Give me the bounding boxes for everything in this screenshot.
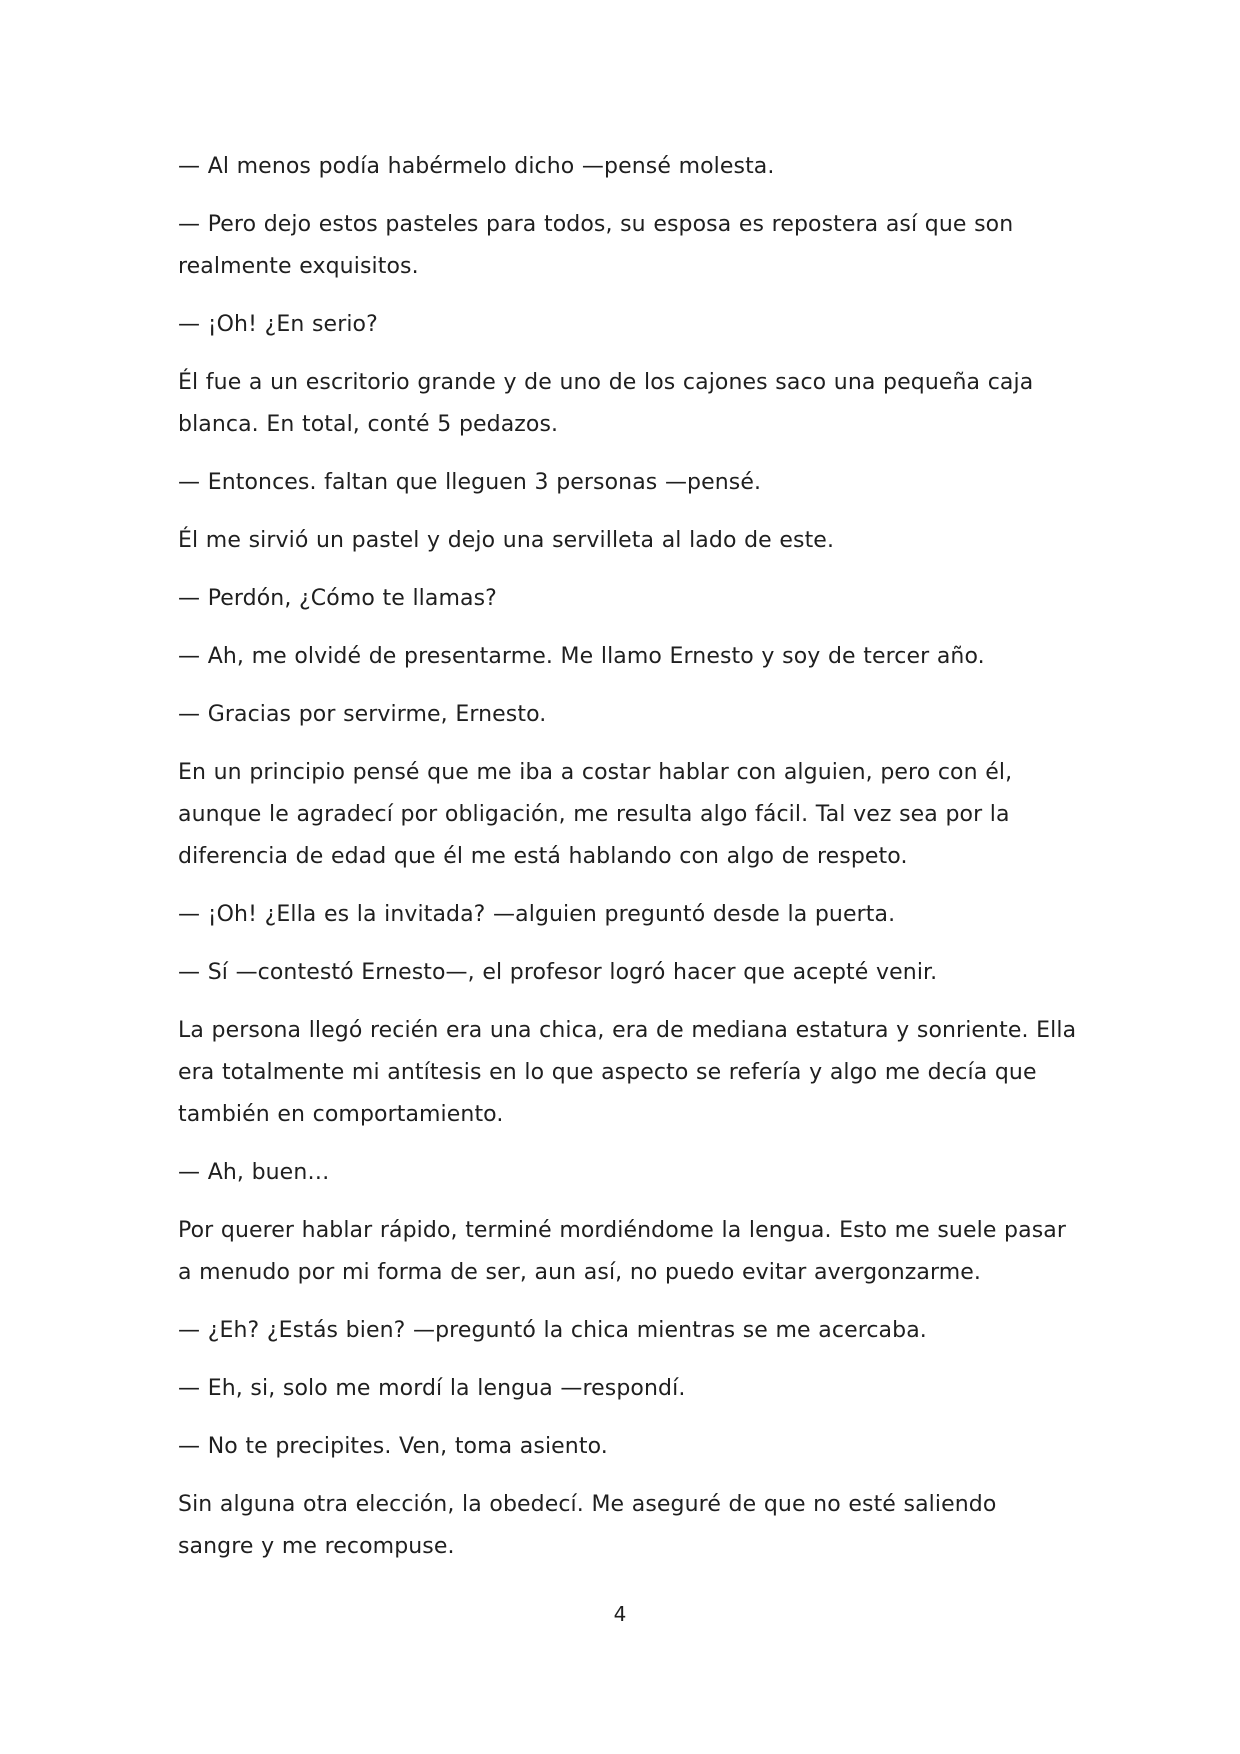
paragraph: En un principio pensé que me iba a costar hablar con alguien, pero con él, aunque le agradecí por obligación, me resulta algo fácil. Tal vez sea por la diferencia de edad que él me está hablando con algo de respeto. bbox=[178, 760, 1013, 869]
paragraph: — ¡Oh! ¿Ella es la invitada? —alguien preguntó desde la puerta. bbox=[178, 902, 896, 927]
paragraph: — ¿Eh? ¿Estás bien? —preguntó la chica mientras se me acercaba. bbox=[178, 1318, 927, 1343]
paragraph: Sin alguna otra elección, la obedecí. Me aseguré de que no esté saliendo sangre y me recompuse. bbox=[178, 1492, 997, 1559]
paragraph: — Perdón, ¿Cómo te llamas? bbox=[178, 586, 497, 611]
paragraph: — Entonces. faltan que lleguen 3 personas —pensé. bbox=[178, 470, 762, 495]
paragraph: La persona llegó recién era una chica, era de mediana estatura y sonriente. Ella era totalmente mi antítesis en lo que aspecto se refería y algo me decía que también en comportamiento. bbox=[178, 1018, 1077, 1127]
paragraph: Por querer hablar rápido, terminé mordiéndome la lengua. Esto me suele pasar a menudo por mi forma de ser, aun así, no puedo evitar avergonzarme. bbox=[178, 1218, 1066, 1285]
paragraph: — No te precipites. Ven, toma asiento. bbox=[178, 1434, 608, 1459]
paragraph: — Gracias por servirme, Ernesto. bbox=[178, 702, 547, 727]
paragraph: — ¡Oh! ¿En serio? bbox=[178, 312, 378, 337]
page-number: 4 bbox=[613, 1602, 627, 1626]
paragraph: Él me sirvió un pastel y dejo una servilleta al lado de este. bbox=[178, 528, 835, 553]
body-text bbox=[178, 146, 1078, 1584]
paragraph: — Sí —contestó Ernesto—, el profesor logró hacer que acepté venir. bbox=[178, 960, 938, 985]
paragraph: — Pero dejo estos pasteles para todos, su esposa es repostera así que son realmente exquisitos. bbox=[178, 212, 1014, 279]
paragraph: — Al menos podía habérmelo dicho —pensé molesta. bbox=[178, 154, 775, 179]
paragraph: — Ah, buen… bbox=[178, 1160, 330, 1185]
paragraph: — Eh, si, solo me mordí la lengua —respondí. bbox=[178, 1376, 686, 1401]
paragraph: — Ah, me olvidé de presentarme. Me llamo Ernesto y soy de tercer año. bbox=[178, 644, 985, 669]
paragraph: Él fue a un escritorio grande y de uno de los cajones saco una pequeña caja blanca. En total, conté 5 pedazos. bbox=[178, 370, 1034, 437]
